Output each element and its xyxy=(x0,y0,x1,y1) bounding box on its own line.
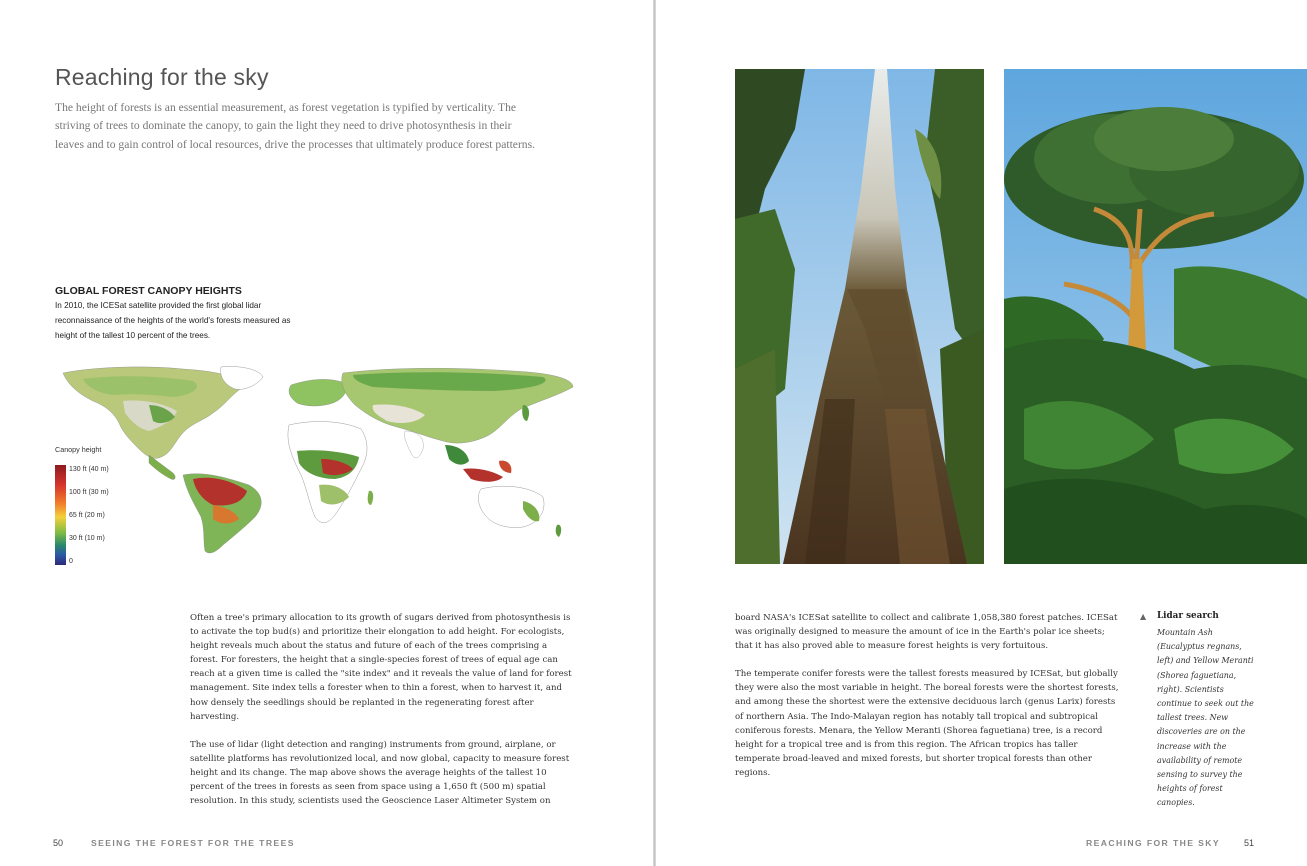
legend-label: 0 xyxy=(69,558,73,565)
page-number-left: 50 xyxy=(53,838,64,848)
body-paragraph: Often a tree's primary allocation to its growth of sugars derived from photosynthesis is to activate the top bud(s) and prioritize their elongation to add height. For ecologists, height reveals much about the status and future of each of the trees comprising a forest. For foresters, the height that a single-species forest of trees of equal age can reach at a given time is called the "site index" and it reveals the value of land for forest management. Site index tells a forester when to thin a forest, when to harvest it, and how densely the seedlings should be replanted in the regenerating forest after harvesting. xyxy=(190,613,572,722)
body-paragraph: The use of lidar (light detection and ranging) instruments from ground, airplane, or satellite platforms has revolutionized local, and now global, capacity to measure forest height and its change. The map above shows the average heights of the tallest 10 percent of the trees in forests as seen from space using a 1,650 ft (500 m) spatial resolution. In this study, scientists used the Geoscience Laser Altimeter System on xyxy=(190,739,570,807)
legend-color-bar xyxy=(55,465,66,565)
map-europe xyxy=(289,379,346,406)
photo-mountain-ash xyxy=(735,69,984,564)
sidebar-caption: Mountain Ash (Eucalyptus regnans, left) and Yellow Meranti (Shorea faguetiana, right). Scientists continue to seek out the tallest trees. New discoveries are on the increase with the availability of remote sensing to survey the heights of forest canopies. xyxy=(1157,628,1254,808)
body-paragraph: board NASA's ICESat satellite to collect and calibrate 1,058,380 forest patches. ICESat was originally designed to measure the amount of ice in the Earth's polar ice sheets; that it has also proved able to measure forest heights is very fortuitous. xyxy=(735,613,1118,652)
legend-label: 65 ft (20 m) xyxy=(69,512,105,519)
left-body-text xyxy=(190,611,574,808)
running-head-right: REACHING FOR THE SKY xyxy=(1086,838,1220,848)
legend-label: 30 ft (10 m) xyxy=(69,535,105,542)
running-head-left: SEEING THE FOREST FOR THE TREES xyxy=(91,838,295,848)
legend-label: 130 ft (40 m) xyxy=(69,466,109,473)
page-title: Reaching for the sky xyxy=(55,64,269,90)
intro-paragraph: The height of forests is an essential measurement, as forest vegetation is typified by verticality. The striving of trees to dominate the canopy, to gain the light they need to drive photosynthesis in their leaves and to gain control of local resources, drive the processes that ultimately produce forest patterns. xyxy=(55,101,536,151)
legend-label: 100 ft (30 m) xyxy=(69,489,109,496)
page-number-right: 51 xyxy=(1244,838,1255,848)
right-body-text xyxy=(735,611,1119,780)
map-caption: In 2010, the ICESat satellite provided the first global lidar reconnaissance of the heights of the world's forests measured as height of the tallest 10 percent of the trees. xyxy=(55,301,291,340)
sidebar-title: Lidar search xyxy=(1157,611,1219,621)
legend-title: Canopy height xyxy=(55,445,102,454)
body-paragraph: The temperate conifer forests were the tallest forests measured by ICESat, but globally they were also the most variable in height. The boreal forests were the shortest forests, and among these the shortest were the extensive deciduous larch (genus Larix) forests of northern Asia. The Indo-Malayan region has notably tall tropical and subtropical coniferous forests. Menara, the Yellow Meranti (Shorea faguetiana) tree, is a record height for a tropical tree and is from this region. The African tropics has taller temperate broad-leaved and mixed forests, but shorter tropical forests than other regions. xyxy=(735,669,1119,778)
triangle-up-icon: ▲ xyxy=(1140,612,1147,621)
map-heading: GLOBAL FOREST CANOPY HEIGHTS xyxy=(55,285,242,297)
world-canopy-map xyxy=(53,365,575,557)
photo-yellow-meranti xyxy=(1004,69,1307,564)
